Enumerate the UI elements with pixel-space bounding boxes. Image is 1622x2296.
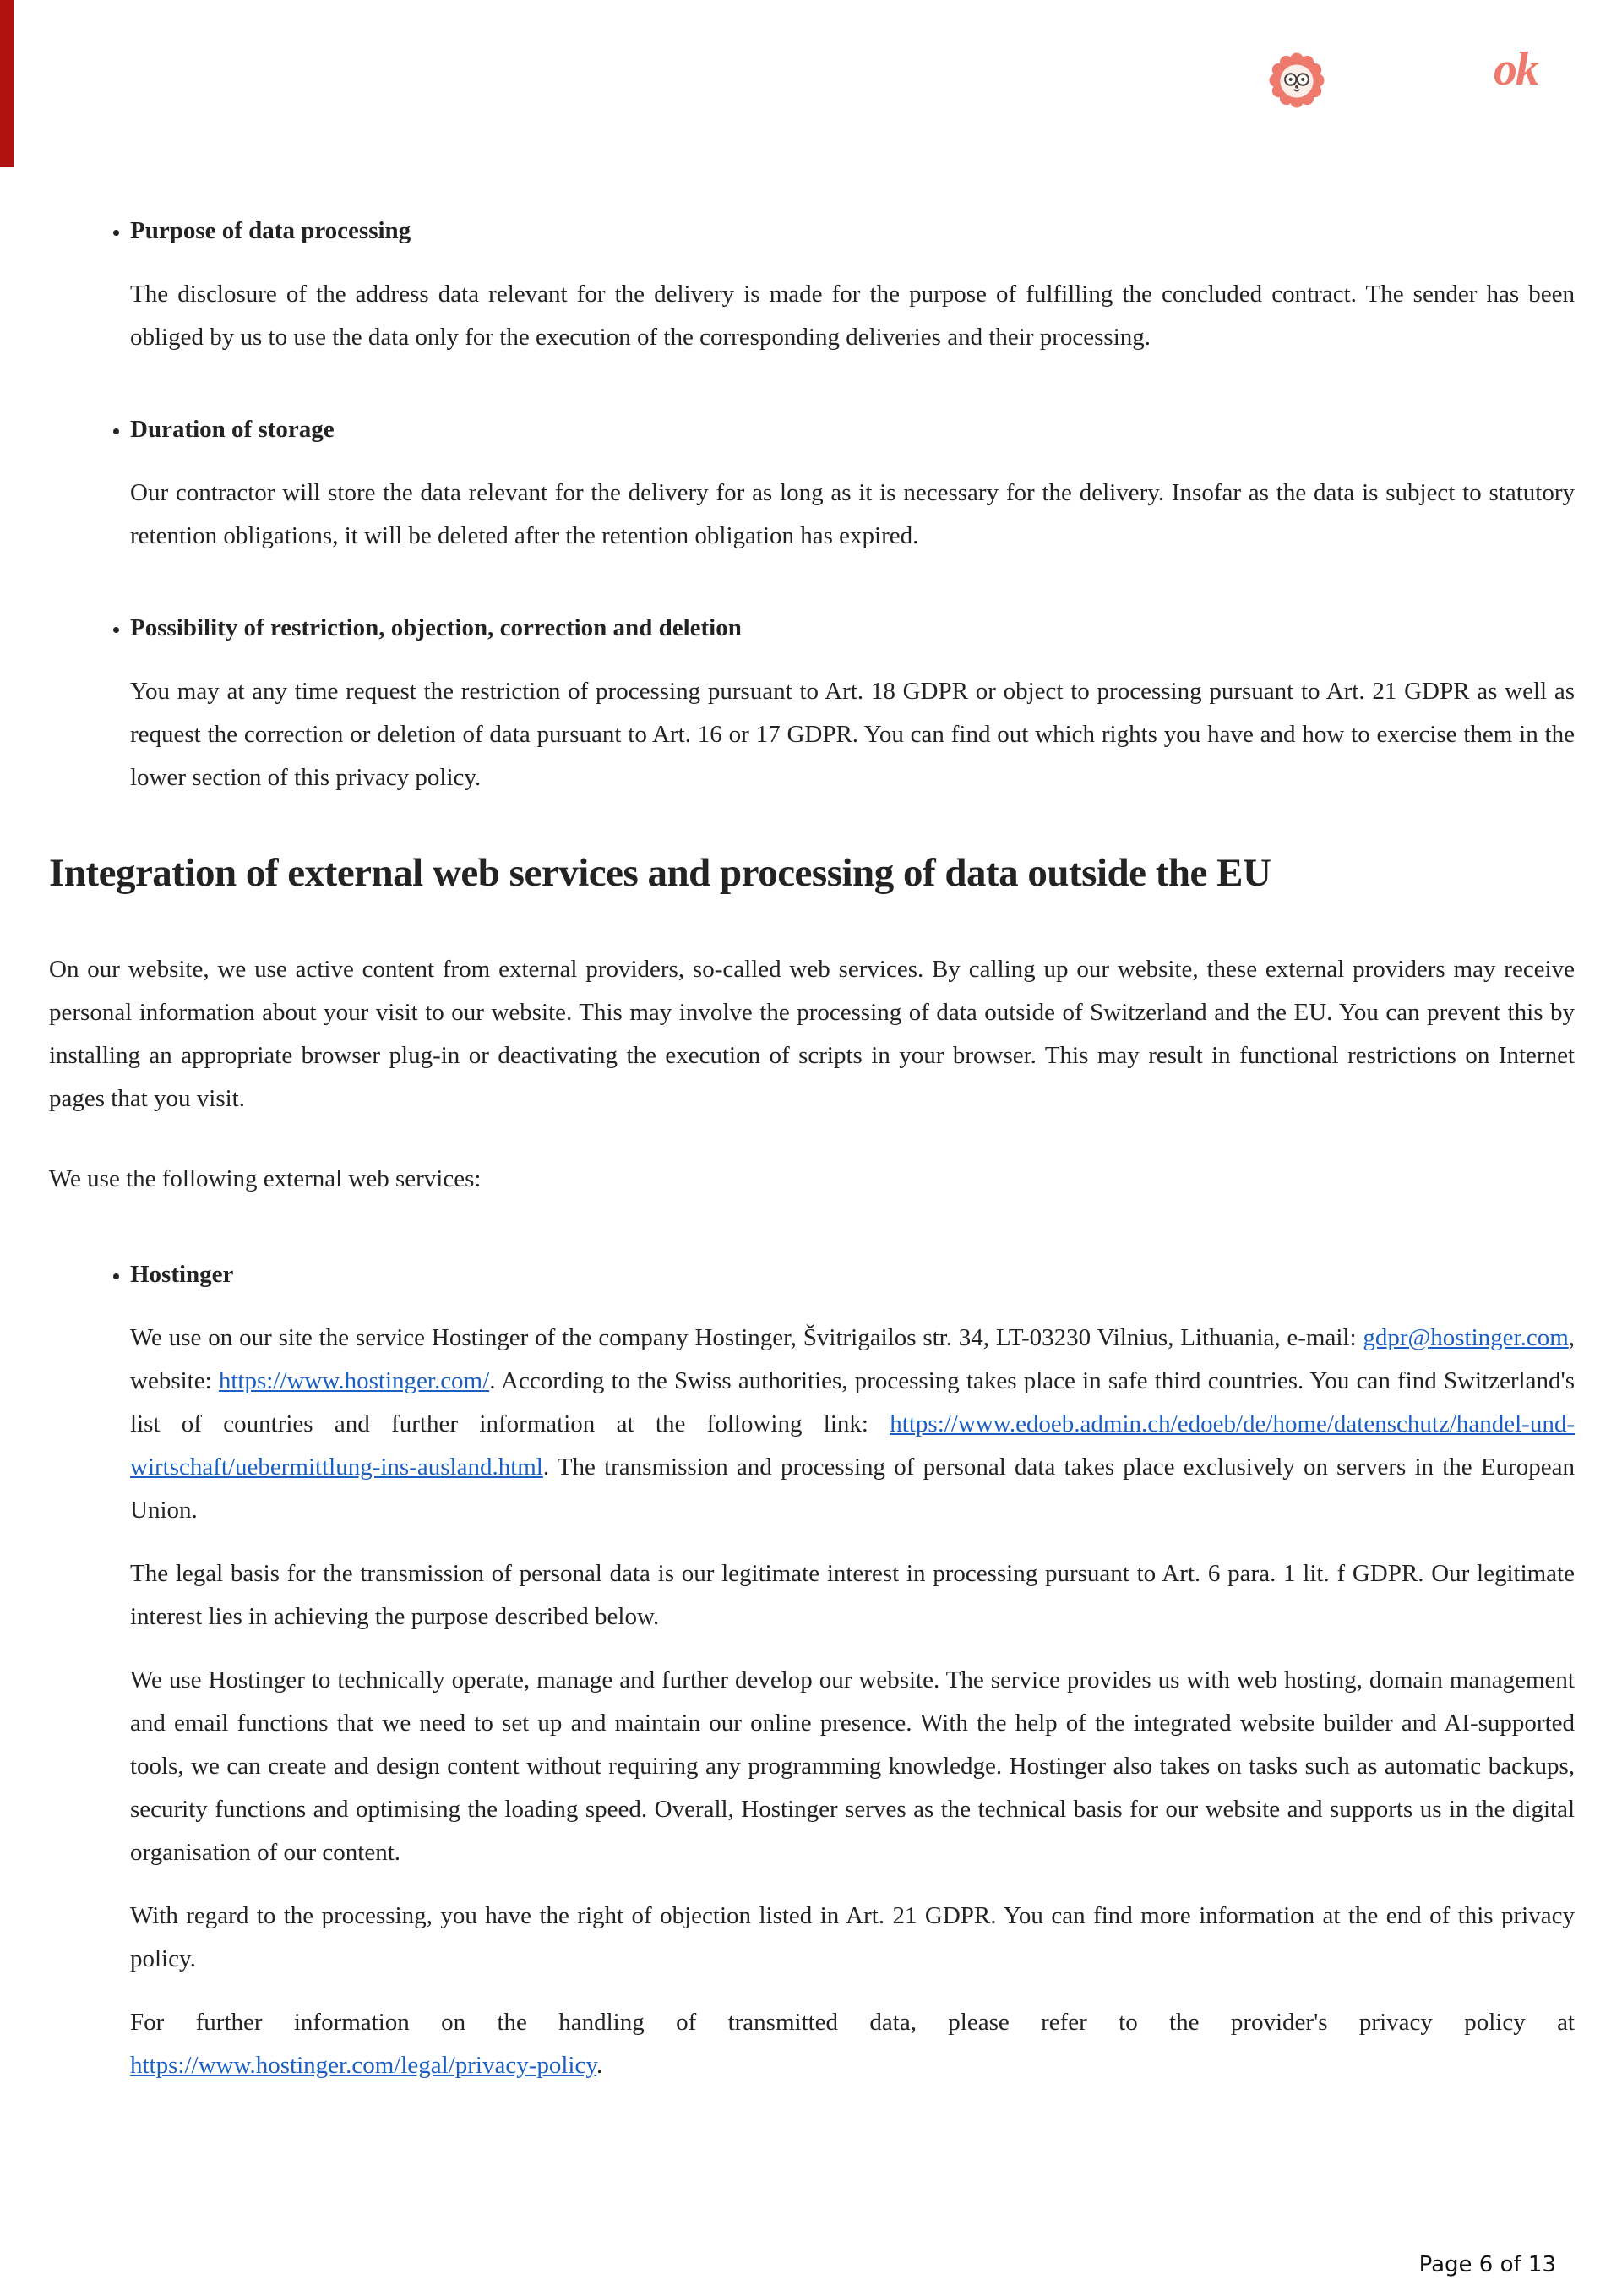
paragraph: With regard to the processing, you have the right of objection listed in Art. 21 GDPR. You can find more information at the end of this privacy policy. <box>130 1902 1575 1972</box>
link-gdpr-email[interactable]: gdpr@hostinger.com <box>1363 1324 1569 1351</box>
text-segment: , website: <box>130 1324 1575 1394</box>
paragraph: We use Hostinger to technically operate, manage and further develop our website. The service provides us with web hosting, domain management and email functions that we need to set up and maintain our online presence. With the help of the integrated website builder and AI-supported tools, we can create and design content without requiring any programming knowledge. Hostinger also takes on tasks such as automatic backups, security functions and optimising the loading speed. Overall, Hostinger serves as the technical basis for our website and supports us in the digital organisation of our content. <box>130 1666 1575 1866</box>
data-processing-list <box>49 210 1575 799</box>
web-services-list <box>49 1253 1575 2087</box>
services-lead: We use the following external web services: <box>49 1165 482 1192</box>
list-item <box>130 1253 1575 2087</box>
text-segment: . The transmission and processing of personal data takes place exclusively on servers in the European Union. <box>130 1453 1575 1524</box>
section-heading: Integration of external web services and processing of data outside the EU <box>49 851 1271 895</box>
list-item-title: • Possibility of restriction, objection, correction and deletion <box>130 614 742 641</box>
brand-wordmark[interactable]: ok <box>1494 43 1538 95</box>
lion-face-mascot-icon[interactable] <box>1269 52 1325 108</box>
link-hostinger-privacy-policy[interactable]: https://www.hostinger.com/legal/privacy-policy <box>130 2052 596 2079</box>
list-item <box>130 210 1575 359</box>
paragraph <box>130 2001 1575 2087</box>
service-title: • Hostinger <box>130 1261 234 1288</box>
page-header <box>0 0 1622 186</box>
document-body <box>49 210 1575 2136</box>
list-item-title: • Purpose of data processing <box>130 217 411 244</box>
page-number: Page 6 of 13 <box>1418 2252 1556 2277</box>
paragraph: The legal basis for the transmission of personal data is our legitimate interest in processing pursuant to Art. 6 para. 1 lit. f GDPR. Our legitimate interest lies in achieving the purpose described below. <box>130 1560 1575 1630</box>
paragraph <box>130 1317 1575 1532</box>
list-item <box>130 408 1575 558</box>
list-item-title: • Duration of storage <box>130 416 335 443</box>
list-item <box>130 607 1575 799</box>
text-segment: We use on our site the service Hostinger of the company Hostinger, Švitrigailos str. 34, LT-03230 Vilnius, Lithuania, e-mail: <box>130 1324 1363 1351</box>
paragraph: The disclosure of the address data relevant for the delivery is made for the purpose of fulfilling the concluded contract. The sender has been obliged by us to use the data only for the execution of the corresponding deliveries and their processing. <box>130 281 1575 351</box>
link-edoeb-admin-transfer-list[interactable]: https://www.edoeb.admin.ch/edoeb/de/home/datenschutz/handel-und-wirtschaft/uebermittlung-ins-ausland.html <box>130 1410 1575 1481</box>
section-intro: On our website, we use active content from external providers, so-called web services. By calling up our website, these external providers may receive personal information about your visit to our website. This may involve the processing of data outside of Switzerland and the EU. You can prevent this by installing an appropriate browser plug-in or deactivating the execution of scripts in your browser. This may result in functional restrictions on Internet pages that you visit. <box>49 956 1575 1112</box>
text-segment: . <box>596 2052 603 2079</box>
paragraph: Our contractor will store the data relevant for the delivery for as long as it is necessary for the delivery. Insofar as the data is subject to statutory retention obligations, it will be deleted after the retention obligation has expired. <box>130 479 1575 549</box>
text-segment: . According to the Swiss authorities, processing takes place in safe third countries. You can find Switzerland's list of countries and further information at the following link: <box>130 1367 1575 1437</box>
text-segment: For further information on the handling of transmitted data, please refer to the provider's privacy policy at <box>130 2009 1575 2036</box>
paragraph: You may at any time request the restriction of processing pursuant to Art. 18 GDPR or object to processing pursuant to Art. 21 GDPR as well as request the correction or deletion of data pursuant to Art. 16 or 17 GDPR. You can find out which rights you have and how to exercise them in the lower section of this privacy policy. <box>130 678 1575 791</box>
link-hostinger-website[interactable]: https://www.hostinger.com/ <box>218 1367 490 1394</box>
